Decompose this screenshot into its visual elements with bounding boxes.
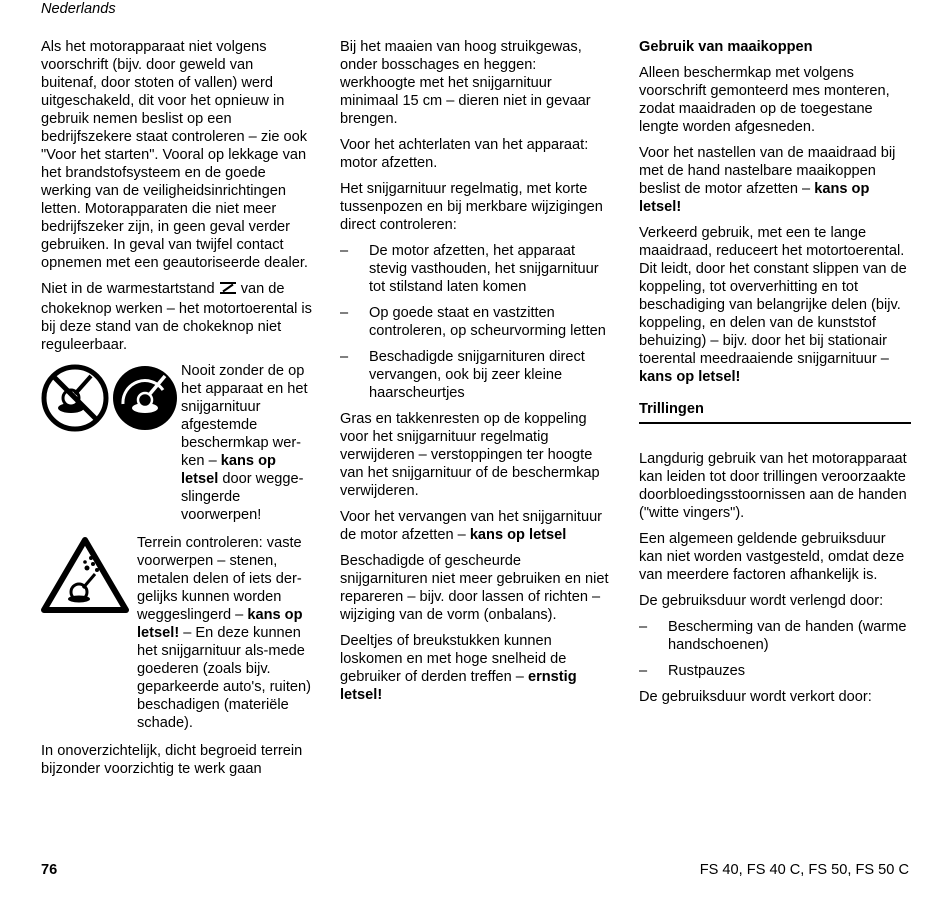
column-1 (41, 38, 313, 786)
section-heading-maaikoppen: Gebruik van maaikoppen (639, 39, 813, 55)
text: Voor het nastellen van de maaidraad bij met de hand nastelbare maaikoppen beslist de motor afzetten – (639, 145, 896, 197)
paragraph: Een algemeen geldende gebruiksduur kan niet worden vastgesteld, omdat deze van meerdere factoren afhankelijk is. (639, 531, 905, 583)
list-item-text: Rustpauzes (668, 663, 746, 679)
bold-text: kans op letsel! (137, 607, 303, 641)
text: van de chokeknop werken – het motortoerental is bij deze stand van de chokeknop niet reguleerbaar. (41, 281, 312, 353)
paragraph: Als het motorapparaat niet volgens voorschrift (bijv. door geweld van buitenaf, door stoten of vallen) werd uitgeschakeld, dit voor het opnieuw in gebruik nemen beslist op een bedrijfszekere staat controleren – zie ook "Voor het starten". Vooral op lekkage van het brandstofsysteem en de goede werking van de veiligheidsinrichtingen letten. Motorapparaten die niet meer bedrijfszeker zijn, in geen geval verder gebruiken. In geval van twijfel contact opnemen met een geautoriseerde dealer. (41, 39, 308, 271)
bold-text: kans op letsel! (639, 369, 741, 385)
paragraph (639, 224, 911, 386)
list-item-text: Beschadigde snijgarnituren direct vervangen, ook bij zeer kleine haarscheurtjes (369, 349, 585, 401)
text: Voor het vervangen van het snijgarnituur de motor afzetten – (340, 509, 603, 543)
dash-bullet: – (340, 305, 349, 321)
paragraph: Alleen beschermkap met volgens voorschrift gemonteerd mes monteren, zodat maaidraden op de toegestane lengte worden afgesneden. (639, 65, 890, 135)
paragraph: De gebruiksduur wordt verkort door: (639, 689, 872, 705)
paragraph: Beschadigde of gescheurde snijgarnituren niet meer gebruiken en niet repareren – bijv. door lassen of richten – wijziging van de vorm (onbalans). (340, 553, 609, 623)
text: Deeltjes of breukstukken kunnen loskomen en met hoge snelheid de gebruiker of derden treffen – (340, 633, 567, 685)
paragraph: Het snijgarnituur regelmatig, met korte tussenpozen en bij merkbare wijzigingen direct controleren: (340, 181, 603, 233)
paragraph: Langdurig gebruik van het motorapparaat kan leiden tot door trillingen veroorzaakte doorbloedingsstoornissen aan de handen ("witte vingers"). (639, 451, 907, 521)
text: Terrein controleren: vaste voorwerpen – stenen, metalen delen of iets der-gelijks kunnen worden weggeslingerd – (137, 535, 302, 623)
page-number: 76 (41, 862, 58, 878)
paragraph: Gras en takkenresten op de koppeling voor het snijgarnituur regelmatig verwijderen – verstoppingen ter hoogte van het snijgarnituur of de beschermkap verwijderen. (340, 411, 600, 499)
dash-bullet: – (639, 663, 648, 679)
warning-thrown-objects-icon (41, 536, 129, 619)
paragraph: Voor het achterlaten van het apparaat: motor afzetten. (340, 137, 589, 171)
text: – En deze kunnen het snijgarnituur als-mede goederen (zoals bijv. geparkeerde auto's, ruiten) beschadigen (materiële schade). (137, 625, 311, 731)
list-item-text: Op goede staat en vastzitten controleren, op scheurvorming letten (369, 305, 606, 339)
text: Niet in de warmestartstand (41, 281, 215, 297)
dash-bullet: – (340, 349, 349, 365)
column-3 (639, 38, 911, 714)
paragraph-choke (41, 280, 313, 354)
list-item (340, 242, 612, 296)
bold-text: kans op letsel! (639, 181, 870, 215)
list-item (639, 618, 911, 654)
text: door wegge-slingerde voorwerpen! (181, 471, 304, 523)
paragraph (639, 144, 911, 216)
warm-start-choke-icon (219, 281, 237, 300)
paragraph: De gebruiksduur wordt verlengd door: (639, 593, 884, 609)
list-item (639, 662, 911, 680)
paragraph (340, 508, 612, 544)
paragraph: Bij het maaien van hoog struikgewas, onder bosschages en heggen: werkhoogte met het snijgarnituur minimaal 15 cm – dieren niet in gevaar brengen. (340, 39, 591, 127)
dash-bullet: – (639, 619, 648, 635)
text: Verkeerd gebruik, met een te lange maaidraad, reduceert het motortoerental. Dit leidt, door het constant slippen van de koppeling, tot oververhitting en tot beschadiging van belangrijke delen (bijv. koppeling, en delen van de kunststof behuizing) – bijv. door het bij stationair toerental meedraaiende snijgarnituur – (639, 225, 907, 367)
column-2 (340, 38, 612, 712)
section-heading-trillingen: Trillingen (639, 400, 911, 424)
list-item-text: De motor afzetten, het apparaat stevig vasthouden, het snijgarnituur tot stilstand laten komen (369, 243, 599, 295)
guard-required-icon (111, 364, 179, 437)
guard-warning-block (41, 362, 313, 524)
list-item (340, 348, 612, 402)
bold-text: kans op letsel (181, 453, 276, 487)
list-item (340, 304, 612, 340)
bold-text: kans op letsel (469, 527, 567, 543)
paragraph (181, 362, 313, 524)
bold-text: ernstig letsel! (340, 669, 577, 703)
prohibited-no-guard-icon (41, 364, 109, 437)
paragraph (137, 534, 313, 732)
text: Nooit zonder de op het apparaat en het snijgarnituur afgestemde beschermkap wer-ken – (181, 363, 308, 469)
header-language: Nederlands (41, 1, 116, 17)
list-item-text: Bescherming van de handen (warme handschoenen) (668, 619, 907, 653)
dash-bullet: – (340, 243, 349, 259)
terrain-warning-block (41, 534, 313, 732)
model-list: FS 40, FS 40 C, FS 50, FS 50 C (699, 862, 909, 878)
paragraph (340, 632, 612, 704)
paragraph: In onoverzichtelijk, dicht begroeid terrein bijzonder voorzichtig te werk gaan (41, 743, 303, 777)
